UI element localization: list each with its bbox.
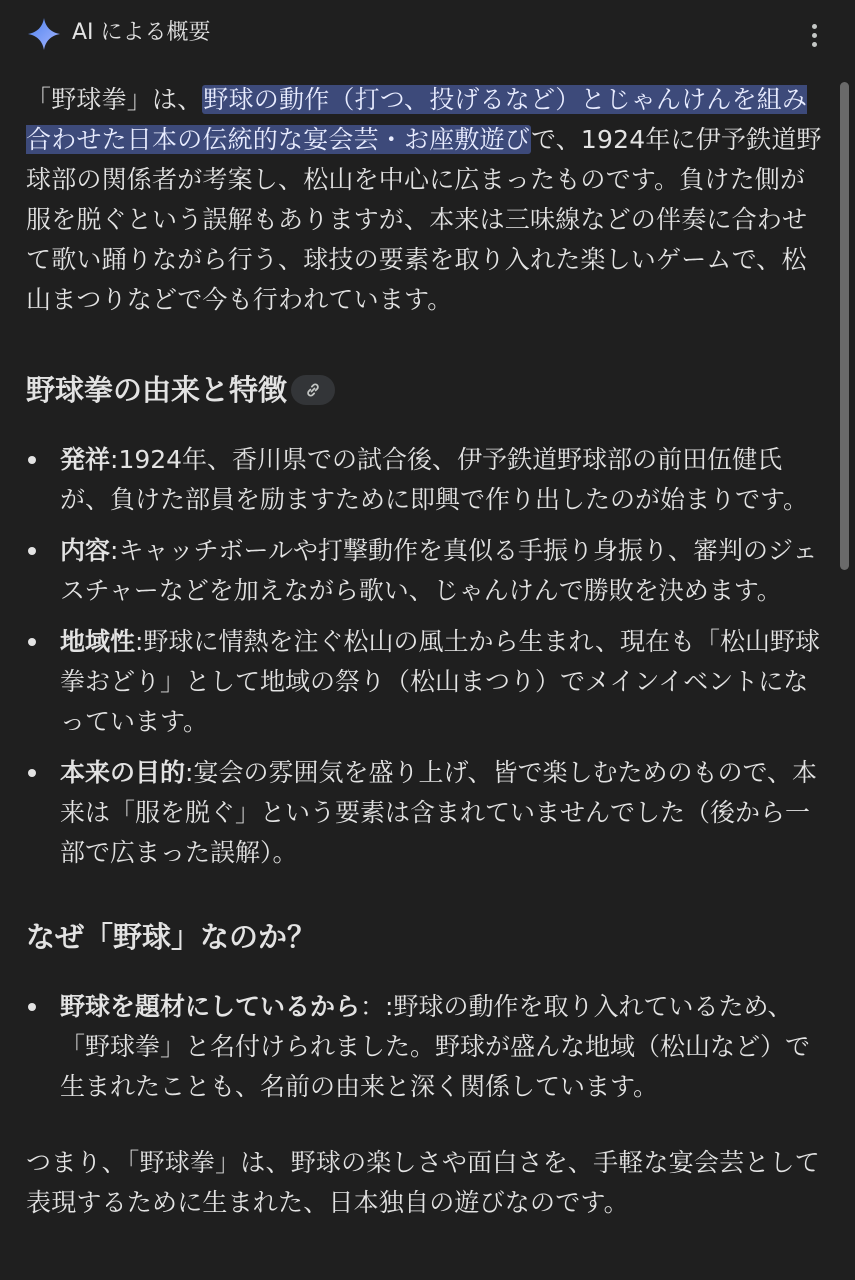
list-item-text: ：:野球の動作を取り入れているため、「野球拳」と名付けられました。野球が盛んな地域（松山など）で生まれたことも、名前の由来と深く関係しています。 (60, 992, 811, 1101)
list-item-term: 本来の目的 (60, 758, 186, 787)
list-item (26, 622, 826, 742)
intro-highlighted-text[interactable]: 野球の動作（打つ、投げるなど）とじゃんけんを組み合わせた日本の伝統的な宴会芸・お座敷遊び (26, 85, 808, 154)
list-item-term: 内容 (60, 536, 111, 565)
bullet-icon (28, 1003, 36, 1011)
list-item-term: 野球を題材にしているから (60, 992, 361, 1021)
intro-paragraph (26, 80, 826, 320)
list-item-text: :野球に情熱を注ぐ松山の風土から生まれ、現在も「松山野球拳おどり」として地域の祭り（松山まつり）でメインイベントになっています。 (60, 627, 820, 736)
list-item-text: :1924年、香川県での試合後、伊予鉄道野球部の前田伍健氏が、負けた部員を励ますために即興で作り出したのが始まりです。 (60, 445, 809, 514)
section-heading-why-baseball-text: なぜ「野球」なのか？ (26, 920, 317, 954)
bullet-icon (28, 769, 36, 777)
scrollbar[interactable] (840, 82, 849, 570)
list-item-term: 地域性 (60, 627, 136, 656)
more-options-button[interactable] (800, 18, 828, 52)
section-heading-origin (26, 370, 826, 410)
intro-text-before: 「野球拳」は、 (26, 85, 203, 114)
section-heading-origin-text: 野球拳の由来と特徴 (26, 373, 288, 407)
bullet-icon (28, 547, 36, 555)
header-title: AI による概要 (72, 20, 211, 45)
conclusion-paragraph: つまり、「野球拳」は、野球の楽しさや面白さを、手軽な宴会芸として表現するために生まれた、日本独自の遊びなのです。 (26, 1148, 820, 1217)
bullet-icon (28, 456, 36, 464)
list-item (26, 531, 826, 611)
more-vert-icon (812, 24, 817, 29)
section-heading-why-baseball (26, 917, 826, 957)
why-baseball-list (26, 987, 826, 1107)
origin-list (26, 440, 826, 873)
list-item-text: :宴会の雰囲気を盛り上げ、皆で楽しむためのもので、本来は「服を脱ぐ」という要素は含まれていませんでした（後から一部で広まった誤解）。 (60, 758, 817, 867)
link-button[interactable] (291, 375, 335, 405)
list-item (26, 440, 826, 520)
overview-content (26, 76, 826, 1223)
sparkle-icon (26, 16, 62, 52)
list-item-text: :キャッチボールや打撃動作を真似る手振り身振り、審判のジェスチャーなどを加えながら歌い、じゃんけんで勝敗を決めます。 (60, 536, 818, 605)
list-item-term: 発祥 (60, 445, 111, 474)
bullet-icon (28, 638, 36, 646)
list-item (26, 753, 826, 873)
intro-text-after: で、1924年に伊予鉄道野球部の関係者が考案し、松山を中心に広まったものです。負けた側が服を脱ぐという誤解もありますが、本来は三味線などの伴奏に合わせて歌い踊りながら行う、球技の要素を取り入れた楽しいゲームで、松山まつりなどで今も行われています。 (26, 125, 822, 314)
list-item (26, 987, 826, 1107)
link-icon (304, 381, 322, 399)
ai-overview-header (0, 0, 855, 66)
